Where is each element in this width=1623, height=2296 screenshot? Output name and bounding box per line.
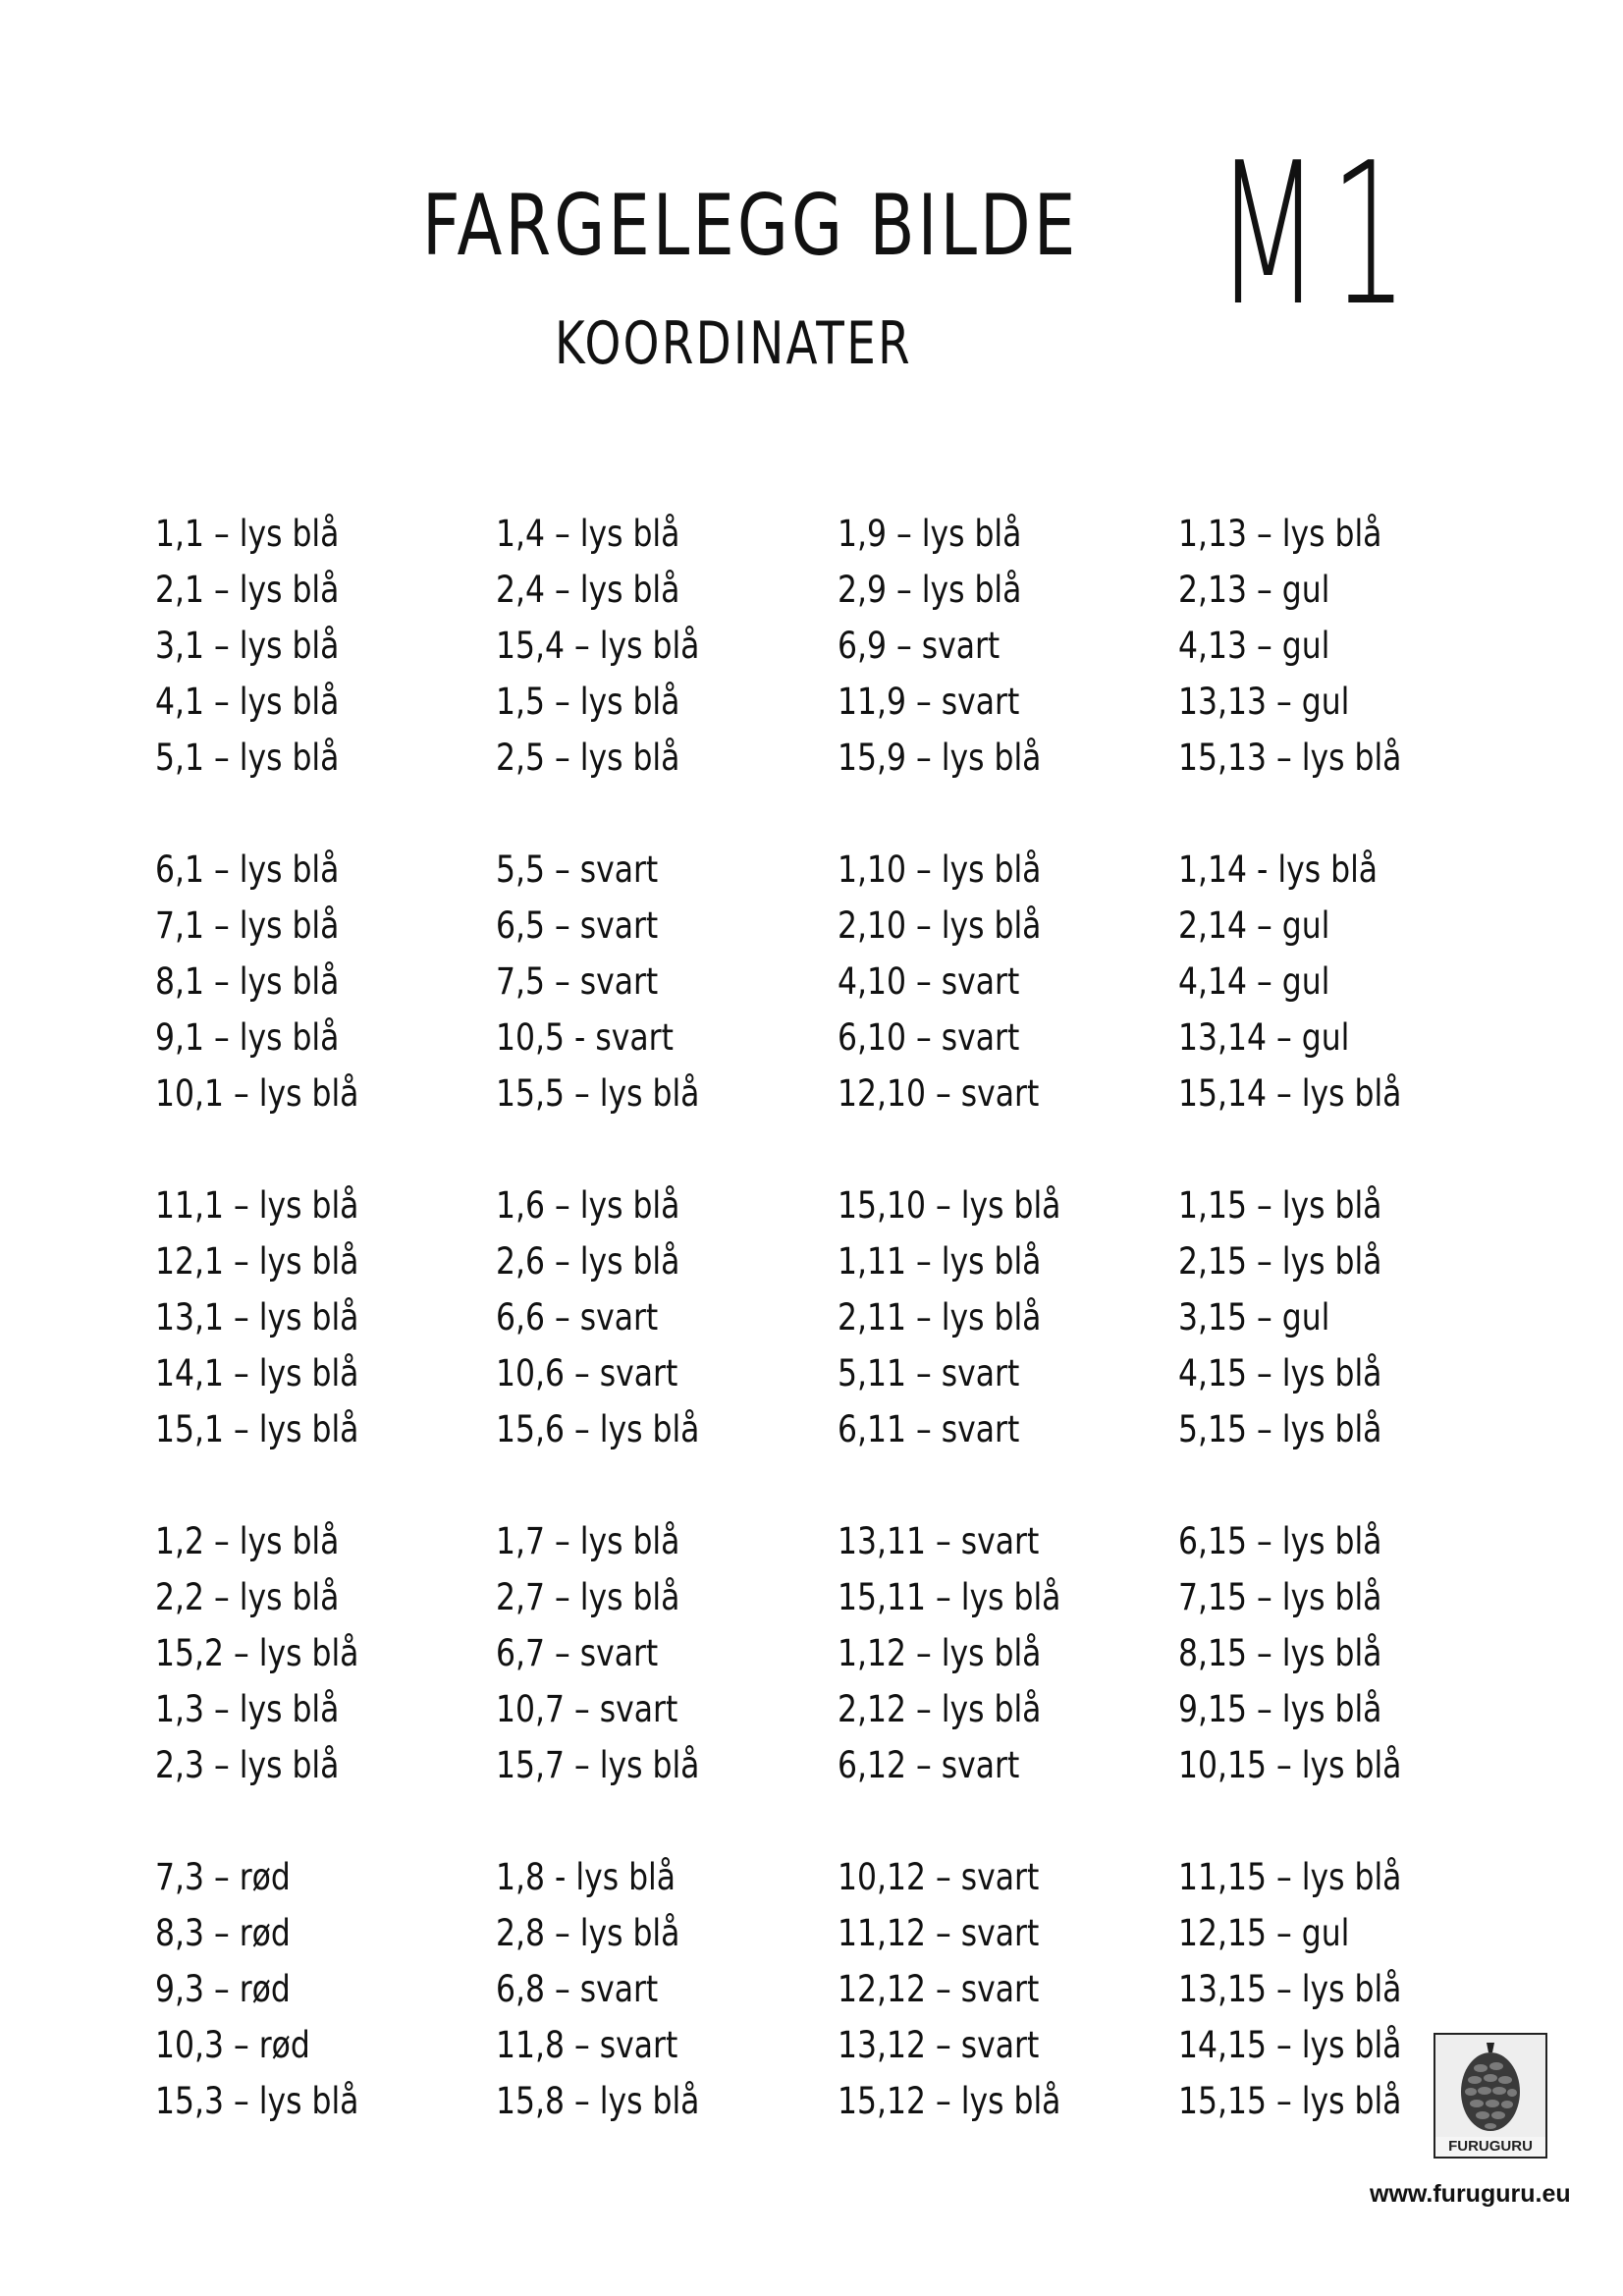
coordinate-entry: 10,7 – svart xyxy=(496,1688,678,1730)
coordinate-entry: 1,10 – lys blå xyxy=(838,848,1042,891)
coordinate-entry: 11,9 – svart xyxy=(838,681,1020,723)
coordinate-entry: 2,3 – lys blå xyxy=(155,1744,340,1786)
group-spacer xyxy=(496,786,830,842)
coordinate-entry: 7,5 – svart xyxy=(496,960,659,1003)
coordinate-entry: 6,12 – svart xyxy=(838,1744,1020,1786)
coordinate-entry: 8,3 – rød xyxy=(155,1912,291,1954)
coordinate-entry: 1,6 – lys blå xyxy=(496,1184,680,1227)
coordinate-entry: 2,7 – lys blå xyxy=(496,1576,680,1618)
coordinate-entry: 10,6 – svart xyxy=(496,1352,678,1394)
coordinate-entry: 15,11 – lys blå xyxy=(838,1576,1061,1618)
coordinate-entry: 2,1 – lys blå xyxy=(155,569,340,611)
group-spacer xyxy=(838,786,1171,842)
coordinate-entry: 15,12 – lys blå xyxy=(838,2080,1061,2122)
coordinate-entry: 13,13 – gul xyxy=(1178,681,1350,723)
coordinate-entry: 13,15 – lys blå xyxy=(1178,1968,1402,2010)
coordinate-entry: 6,9 – svart xyxy=(838,625,1001,667)
coordinate-entry: 4,14 – gul xyxy=(1178,960,1330,1003)
group-spacer xyxy=(838,1457,1171,1513)
coordinate-entry: 15,4 – lys blå xyxy=(496,625,700,667)
coordinate-entry: 9,1 – lys blå xyxy=(155,1016,340,1059)
group-spacer xyxy=(496,1793,830,1849)
coordinate-entry: 2,15 – lys blå xyxy=(1178,1240,1382,1283)
coordinate-entry: 2,10 – lys blå xyxy=(838,904,1042,947)
coordinate-entry: 15,8 – lys blå xyxy=(496,2080,700,2122)
coordinate-entry: 13,14 – gul xyxy=(1178,1016,1350,1059)
coordinate-entry: 2,14 – gul xyxy=(1178,904,1330,947)
coordinate-entry: 6,1 – lys blå xyxy=(155,848,340,891)
coordinate-entry: 6,7 – svart xyxy=(496,1632,659,1674)
furuguru-logo xyxy=(1434,2033,1547,2159)
coordinate-entry: 4,10 – svart xyxy=(838,960,1020,1003)
coordinate-entry: 14,1 – lys blå xyxy=(155,1352,359,1394)
coordinate-entry: 15,10 – lys blå xyxy=(838,1184,1061,1227)
coordinate-entry: 1,2 – lys blå xyxy=(155,1520,340,1562)
coordinate-entry: 11,12 – svart xyxy=(838,1912,1040,1954)
group-spacer xyxy=(1178,786,1512,842)
coordinate-entry: 6,15 – lys blå xyxy=(1178,1520,1382,1562)
coordinate-entry: 5,1 – lys blå xyxy=(155,737,340,779)
coordinate-entry: 2,8 – lys blå xyxy=(496,1912,680,1954)
coordinate-entry: 9,3 – rød xyxy=(155,1968,291,2010)
coordinate-entry: 1,3 – lys blå xyxy=(155,1688,340,1730)
coordinate-entry: 10,3 – rød xyxy=(155,2024,310,2066)
coordinate-entry: 10,15 – lys blå xyxy=(1178,1744,1402,1786)
coordinate-entry: 15,13 – lys blå xyxy=(1178,737,1402,779)
coordinate-entry: 3,15 – gul xyxy=(1178,1296,1330,1339)
coordinate-entry: 1,8 - lys blå xyxy=(496,1856,676,1898)
group-spacer xyxy=(1178,1457,1512,1513)
coordinate-entry: 2,4 – lys blå xyxy=(496,569,680,611)
group-spacer xyxy=(155,1457,489,1513)
coordinate-entry: 7,3 – rød xyxy=(155,1856,291,1898)
coordinate-entry: 12,1 – lys blå xyxy=(155,1240,359,1283)
coordinate-entry: 15,3 – lys blå xyxy=(155,2080,359,2122)
coordinate-entry: 2,9 – lys blå xyxy=(838,569,1022,611)
coordinate-entry: 2,12 – lys blå xyxy=(838,1688,1042,1730)
page-title: FARGELEGG BILDE xyxy=(422,177,1079,275)
coordinate-entry: 15,14 – lys blå xyxy=(1178,1072,1402,1115)
coordinate-entry: 15,15 – lys blå xyxy=(1178,2080,1402,2122)
coordinate-entry: 6,5 – svart xyxy=(496,904,659,947)
coordinate-entry: 1,12 – lys blå xyxy=(838,1632,1042,1674)
group-spacer xyxy=(496,1457,830,1513)
group-spacer xyxy=(496,1121,830,1177)
coordinate-entry: 13,1 – lys blå xyxy=(155,1296,359,1339)
coordinate-entry: 1,14 - lys blå xyxy=(1178,848,1379,891)
coordinate-entry: 2,2 – lys blå xyxy=(155,1576,340,1618)
coordinate-entry: 2,13 – gul xyxy=(1178,569,1330,611)
coordinate-entry: 13,12 – svart xyxy=(838,2024,1040,2066)
coordinate-entry: 15,6 – lys blå xyxy=(496,1408,700,1450)
worksheet-code: M1 xyxy=(1216,121,1418,350)
coordinates-column-2 xyxy=(496,506,830,2129)
group-spacer xyxy=(838,1121,1171,1177)
coordinate-entry: 2,11 – lys blå xyxy=(838,1296,1042,1339)
group-spacer xyxy=(1178,1793,1512,1849)
coordinate-entry: 11,8 – svart xyxy=(496,2024,678,2066)
coordinate-entry: 12,10 – svart xyxy=(838,1072,1040,1115)
coordinate-entry: 14,15 – lys blå xyxy=(1178,2024,1402,2066)
coordinate-entry: 1,5 – lys blå xyxy=(496,681,680,723)
coordinate-entry: 15,9 – lys blå xyxy=(838,737,1042,779)
coordinate-entry: 7,1 – lys blå xyxy=(155,904,340,947)
coordinate-entry: 1,1 – lys blå xyxy=(155,513,340,555)
coordinate-entry: 1,13 – lys blå xyxy=(1178,513,1382,555)
group-spacer xyxy=(838,1793,1171,1849)
coordinate-entry: 4,15 – lys blå xyxy=(1178,1352,1382,1394)
coordinate-entry: 12,12 – svart xyxy=(838,1968,1040,2010)
coordinate-entry: 6,6 – svart xyxy=(496,1296,659,1339)
pine-cone-icon xyxy=(1435,2035,1545,2137)
coordinate-entry: 4,13 – gul xyxy=(1178,625,1330,667)
coordinate-entry: 1,9 – lys blå xyxy=(838,513,1022,555)
coordinate-entry: 15,5 – lys blå xyxy=(496,1072,700,1115)
coordinates-column-3 xyxy=(838,506,1171,2129)
coordinate-entry: 12,15 – gul xyxy=(1178,1912,1350,1954)
coordinate-entry: 1,7 – lys blå xyxy=(496,1520,680,1562)
coordinate-entry: 2,6 – lys blå xyxy=(496,1240,680,1283)
coordinate-entry: 6,8 – svart xyxy=(496,1968,659,2010)
group-spacer xyxy=(155,786,489,842)
coordinate-entry: 4,1 – lys blå xyxy=(155,681,340,723)
coordinate-entry: 15,7 – lys blå xyxy=(496,1744,700,1786)
coordinate-entry: 5,15 – lys blå xyxy=(1178,1408,1382,1450)
coordinate-entry: 10,1 – lys blå xyxy=(155,1072,359,1115)
page-subtitle: KOORDINATER xyxy=(555,309,912,378)
coordinate-entry: 1,4 – lys blå xyxy=(496,513,680,555)
group-spacer xyxy=(155,1793,489,1849)
coordinate-entry: 2,5 – lys blå xyxy=(496,737,680,779)
coordinates-column-1 xyxy=(155,506,489,2129)
coordinate-entry: 1,11 – lys blå xyxy=(838,1240,1042,1283)
coordinate-entry: 15,1 – lys blå xyxy=(155,1408,359,1450)
coordinate-entry: 9,15 – lys blå xyxy=(1178,1688,1382,1730)
coordinate-entry: 7,15 – lys blå xyxy=(1178,1576,1382,1618)
coordinate-entry: 5,11 – svart xyxy=(838,1352,1020,1394)
group-spacer xyxy=(1178,1121,1512,1177)
coordinate-entry: 11,15 – lys blå xyxy=(1178,1856,1402,1898)
coordinate-entry: 3,1 – lys blå xyxy=(155,625,340,667)
group-spacer xyxy=(155,1121,489,1177)
coordinate-entry: 6,10 – svart xyxy=(838,1016,1020,1059)
coordinate-entry: 10,12 – svart xyxy=(838,1856,1040,1898)
coordinate-entry: 11,1 – lys blå xyxy=(155,1184,359,1227)
coordinate-entry: 6,11 – svart xyxy=(838,1408,1020,1450)
coordinate-entry: 10,5 - svart xyxy=(496,1016,674,1059)
coordinate-entry: 8,15 – lys blå xyxy=(1178,1632,1382,1674)
logo-text: FURUGURU xyxy=(1448,2138,1533,2155)
coordinate-entry: 13,11 – svart xyxy=(838,1520,1040,1562)
coordinate-entry: 1,15 – lys blå xyxy=(1178,1184,1382,1227)
coordinate-entry: 15,2 – lys blå xyxy=(155,1632,359,1674)
coordinate-entry: 8,1 – lys blå xyxy=(155,960,340,1003)
coordinate-entry: 5,5 – svart xyxy=(496,848,659,891)
coordinates-column-4 xyxy=(1178,506,1512,2129)
website-url: www.furuguru.eu xyxy=(1370,2180,1571,2208)
